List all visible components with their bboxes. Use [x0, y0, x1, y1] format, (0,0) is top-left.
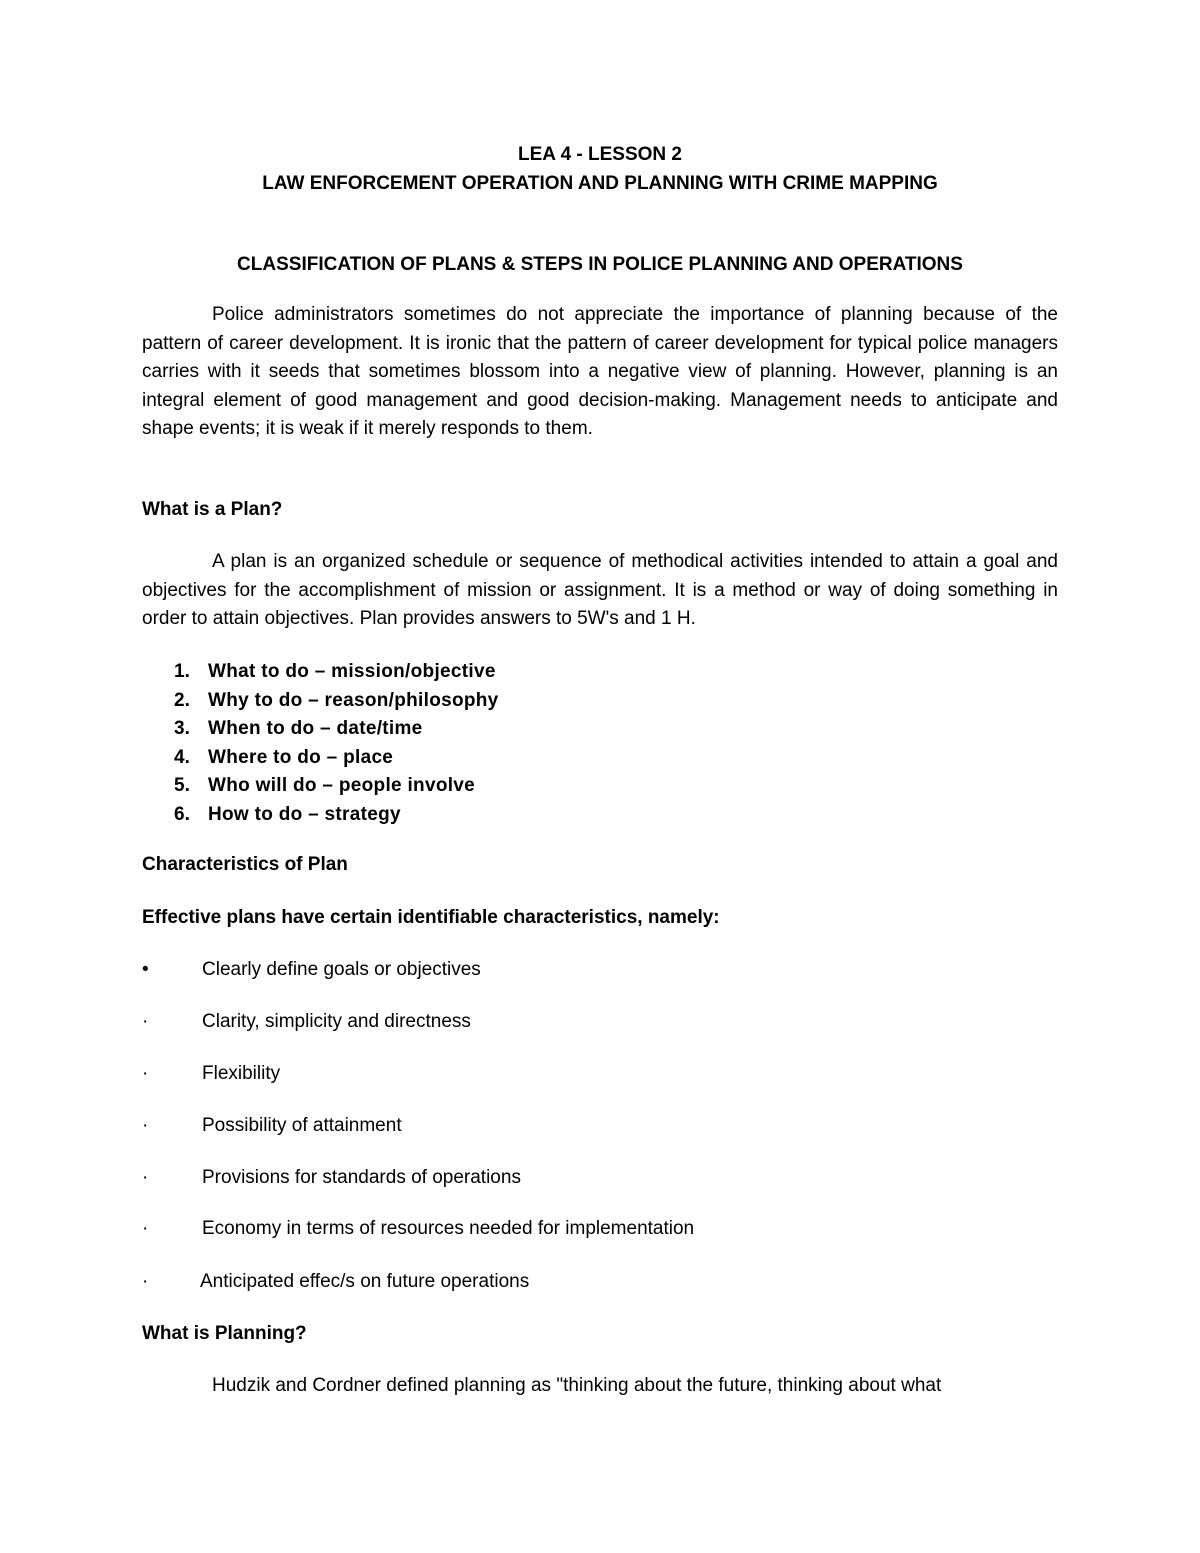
list-item — [142, 801, 499, 830]
characteristic-text: Clarity, simplicity and directness — [202, 1011, 471, 1032]
characteristic-text: Clearly define goals or objectives — [202, 959, 481, 980]
list-text: How to do – strategy — [208, 803, 401, 825]
list-number: 6. — [174, 803, 190, 825]
list-item — [142, 772, 499, 801]
characteristic-text: Possibility of attainment — [202, 1115, 402, 1136]
characteristic-text: Flexibility — [202, 1063, 281, 1084]
list-item — [142, 744, 499, 773]
list-text: What to do – mission/objective — [208, 661, 496, 682]
list-number: 5. — [174, 775, 190, 797]
intro-paragraph: Police administrators sometimes do not appreciate the importance of planning because of the pattern of career development. It is ironic that the pattern of career development for typical police managers carries with it seeds that sometimes blossom into a negative view of planning. However, planning is an integral element of good management and good decision-making. Management needs to anticipate and shape events; it is weak if it merely responds to them. — [142, 304, 1058, 440]
list-item — [142, 715, 499, 744]
bullet-icon: · — [142, 1011, 149, 1032]
lesson-title: LEA 4 - LESSON 2 — [518, 144, 682, 165]
list-text: Why to do – reason/philosophy — [208, 689, 499, 711]
bullet-icon: • — [142, 959, 149, 980]
list-text: Where to do – place — [208, 746, 394, 768]
planning-definition-paragraph: Hudzik and Cordner defined planning as "thinking about the future, thinking about what — [212, 1375, 942, 1396]
five-w-one-h-list — [142, 658, 499, 830]
characteristic-text: Anticipated effec/s on future operations — [200, 1271, 530, 1292]
list-item — [142, 658, 499, 687]
what-is-planning-heading: What is Planning? — [142, 1323, 307, 1344]
course-title: LAW ENFORCEMENT OPERATION AND PLANNING WITH CRIME MAPPING — [262, 173, 938, 194]
list-number: 2. — [174, 689, 190, 711]
list-text: When to do – date/time — [208, 718, 423, 740]
list-item — [142, 687, 499, 716]
list-number: 4. — [174, 746, 190, 768]
plan-definition-paragraph: A plan is an organized schedule or sequence of methodical activities intended to attain a goal and objectives for the accomplishment of mission or assignment. It is a method or way of doing something in order to attain objectives. Plan provides answers to 5W's and 1 H. — [142, 551, 1058, 630]
characteristic-text: Provisions for standards of operations — [202, 1167, 521, 1188]
bullet-icon: · — [142, 1271, 149, 1292]
characteristics-subheading: Effective plans have certain identifiable characteristics, namely: — [142, 907, 720, 928]
list-text: Who will do – people involve — [208, 775, 476, 797]
bullet-icon: · — [142, 1115, 149, 1136]
bullet-icon: · — [142, 1063, 149, 1084]
what-is-plan-heading: What is a Plan? — [142, 499, 283, 520]
list-number: 3. — [174, 718, 190, 740]
section-title: CLASSIFICATION OF PLANS & STEPS IN POLICE PLANNING AND OPERATIONS — [237, 254, 963, 275]
list-number: 1. — [174, 661, 190, 682]
characteristic-text: Economy in terms of resources needed for implementation — [202, 1218, 695, 1239]
bullet-icon: · — [142, 1167, 149, 1188]
bullet-icon: · — [142, 1218, 149, 1239]
characteristics-heading: Characteristics of Plan — [142, 854, 348, 875]
